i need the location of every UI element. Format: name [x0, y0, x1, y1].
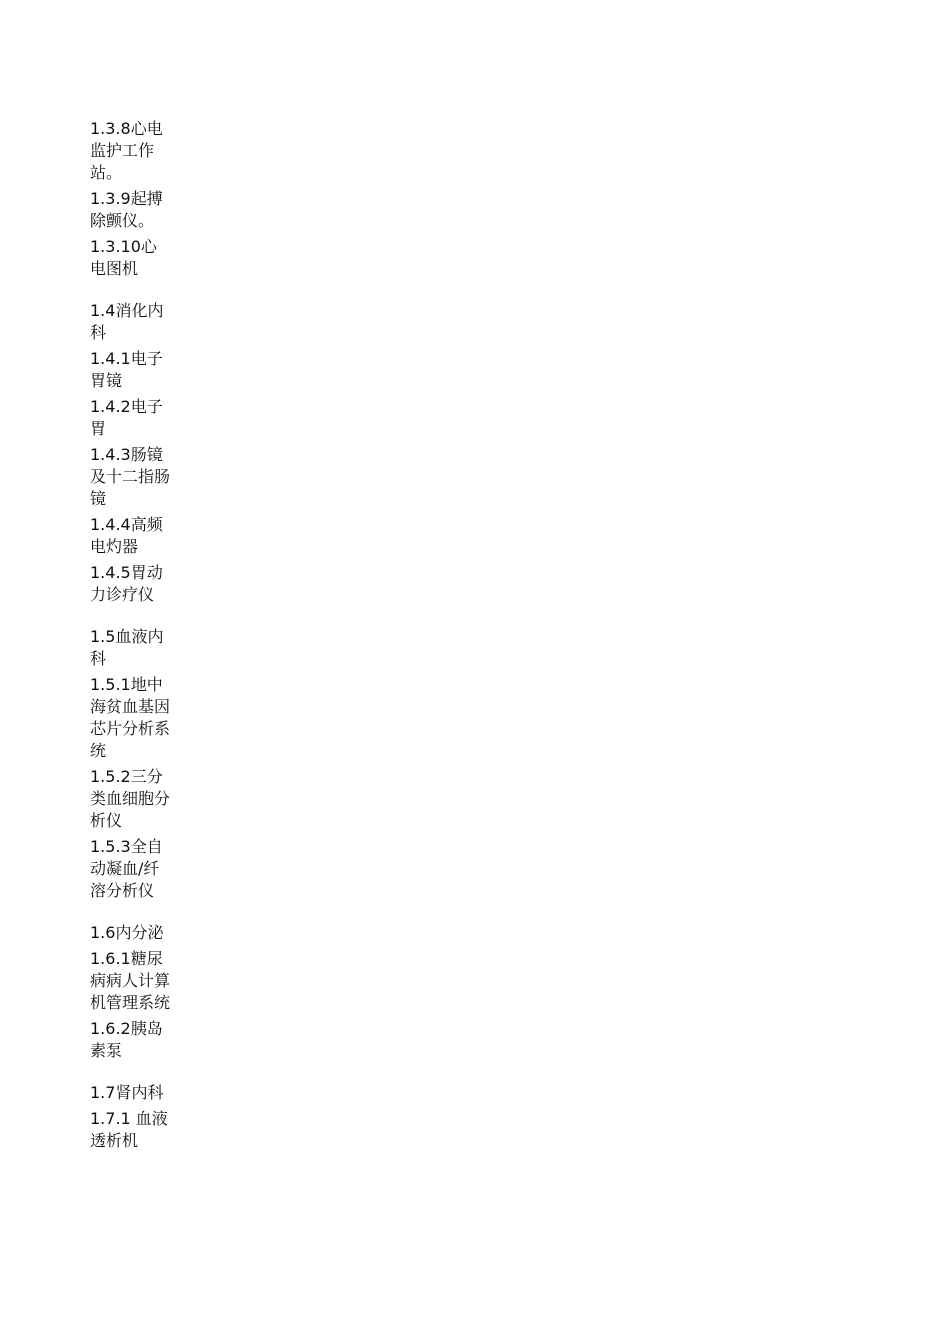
list-item-1-4-5: 1.4.5胃动力诊疗仪 — [90, 563, 163, 604]
list-item-1-3-9: 1.3.9起搏除颤仪。 — [90, 189, 163, 230]
list-item-1-4-2: 1.4.2电子胃 — [90, 397, 163, 438]
list-item-1-5-2: 1.5.2三分类血细胞分析仪 — [90, 767, 171, 830]
list-item-1-6-1: 1.6.1糖尿病病人计算机管理系统 — [90, 949, 171, 1012]
list-item-1-4-4: 1.4.4高频电灼器 — [90, 515, 163, 556]
list-item-1-5-1: 1.5.1地中海贫血基因芯片分析系统 — [90, 675, 171, 760]
section-heading-1-4: 1.4消化内科 — [90, 301, 164, 342]
equipment-list-column — [90, 118, 172, 1156]
list-item-1-3-8: 1.3.8心电监护工作站。 — [90, 119, 163, 182]
section-heading-1-7: 1.7肾内科 — [90, 1083, 164, 1102]
list-item-1-3-10: 1.3.10心电图机 — [90, 237, 157, 278]
list-item-1-7-1: 1.7.1 血液透析机 — [90, 1109, 168, 1150]
list-item-1-4-1: 1.4.1电子胃镜 — [90, 349, 163, 390]
list-item-1-4-3: 1.4.3肠镜及十二指肠镜 — [90, 445, 171, 508]
list-item-1-6-2: 1.6.2胰岛素泵 — [90, 1019, 163, 1060]
section-heading-1-6: 1.6内分泌 — [90, 923, 164, 942]
list-item-1-5-3: 1.5.3全自动凝血/纤溶分析仪 — [90, 837, 163, 900]
section-heading-1-5: 1.5血液内科 — [90, 627, 164, 668]
